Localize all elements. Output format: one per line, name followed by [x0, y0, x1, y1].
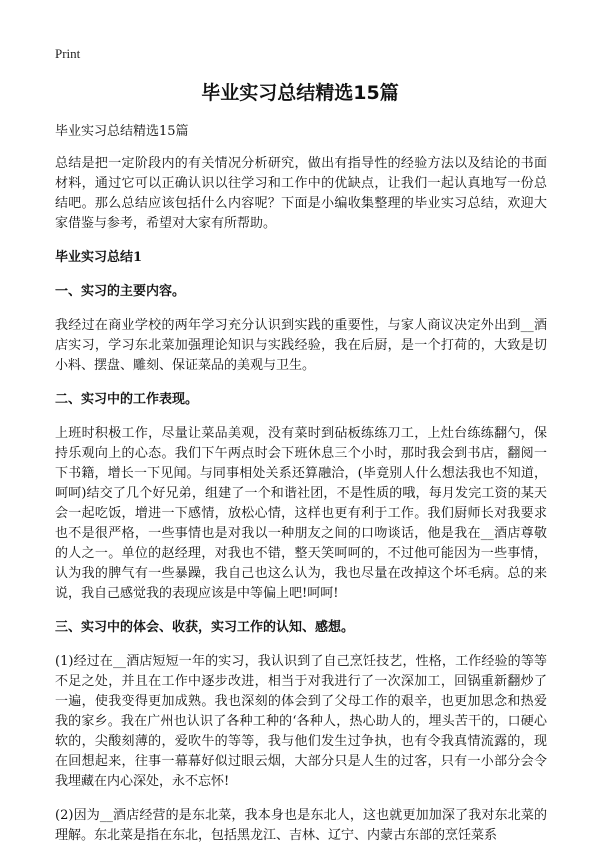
part1-paragraph: 我经过在商业学校的两年学习充分认识到实践的重要性，与家人商议决定外出到__酒店实习，学习东北菜加强理论知识与实践经验，我在后厨，是一个打荷的，大致是切小料、摆盘、雕刻、保证菜品的美观与卫生。 [55, 318, 547, 373]
document-body [55, 122, 547, 860]
part3-paragraph-2: (2)因为__酒店经营的是东北菜，我本身也是东北人，这也就更加加深了我对东北菜的理解。东北菜是指在东北，包括黑龙江、吉林、辽宁、内蒙古东部的烹饪菜系 [55, 808, 547, 843]
part2-heading: 二、实习中的工作表现。 [55, 392, 199, 407]
part3-paragraph-1: (1)经过在__酒店短短一年的实习，我认识到了自己烹饪技艺，性格，工作经验的等等不足之处，并且在工作中逐步改进，相当于对我进行了一次深加工，回锅重新翻炒了一遍，使我变得更加成熟。我也深刻的体会到了父母工作的艰辛，也更加思念和热爱我的家乡。我在广州也认识了各种工种的‘各种人，热心助人的，埋头苦干的，口硬心软的，尖酸刻薄的，爱吹牛的等等，我与他们发生过争执，也有令我真情流露的，现在回想起来，往事一幕幕好似过眼云烟，大部分只是人生的过客，只有一小部分会令我埋藏在内心深处，永不忘怀! [55, 654, 547, 789]
part3-heading: 三、实习中的体会、收获，实习工作的认知、感想。 [55, 620, 355, 635]
part2-paragraph: 上班时积极工作，尽量让菜品美观，没有菜时到砧板练练刀工，上灶台练练翻勺，保持乐观向上的心态。我们下午两点时会下班休息三个小时，那时我会到书店，翻阅一下书籍，增长一下见闻。与同事相处关系还算融洽，(毕竟别人什么想法我也不知道，呵呵)结交了几个好兄弟，组建了一个和谐社团，不是性质的哦，每月发完工资的某天会一起吃饭，增进一下感情，放松心情，这样也更有利于工作。我们厨师长对我要求也不是很严格，一些事情也是对我以一种朋友之间的口吻谈话，他是我在__酒店尊敬的人之一。单位的赵经理，对我也不错，整天笑呵呵的，不过他可能因为一些事情，认为我的脾气有一些暴躁，我自己也这么认为，我也尽量在改掉这个坏毛病。总的来说，我自己感觉我的表现应该是中等偏上吧!呵呵! [55, 426, 547, 601]
document-subtitle: 毕业实习总结精选15篇 [55, 124, 189, 139]
section-heading: 毕业实习总结1 [55, 250, 143, 265]
document-title: 毕业实习总结精选15篇 [201, 82, 399, 104]
part1-heading: 一、实习的主要内容。 [55, 284, 186, 299]
intro-paragraph: 总结是把一定阶段内的有关情况分析研究，做出有指导性的经验方法以及结论的书面材料，通过它可以正确认识以往学习和工作中的优缺点，让我们一起认真地写一份总结吧。那么总结应该包括什么内容呢？下面是小编收集整理的毕业实习总结，欢迎大家借鉴与参考，希望对大家有所帮助。 [55, 156, 547, 231]
print-label[interactable]: Print [55, 46, 81, 61]
